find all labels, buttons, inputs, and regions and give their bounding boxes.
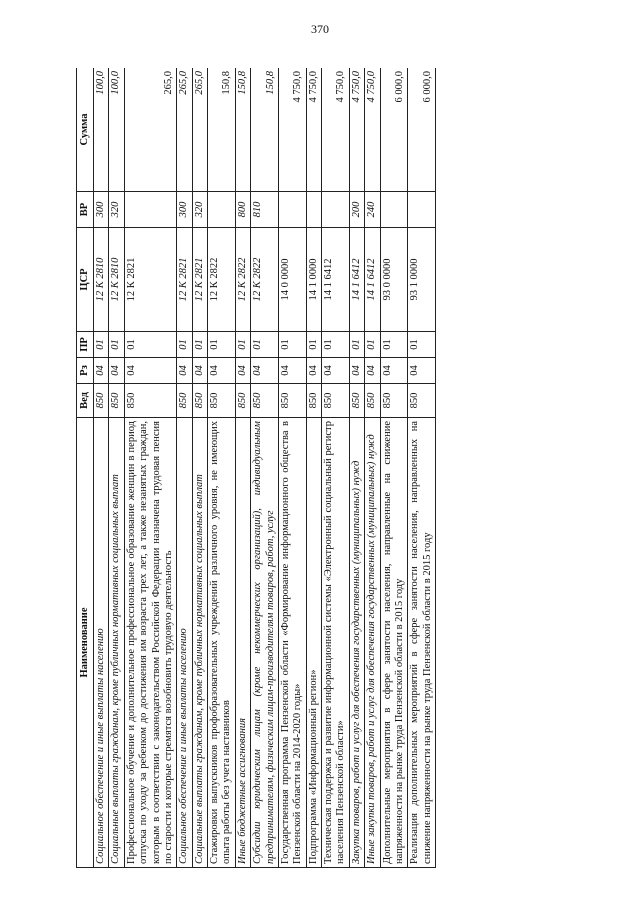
cell-pr: 01	[192, 332, 207, 358]
cell-csr: 12 К 2822	[251, 228, 279, 332]
table-row	[192, 68, 207, 868]
table-row	[251, 68, 279, 868]
cell-csr: 12 К 2822	[235, 228, 250, 332]
cell-vr: 800	[235, 192, 250, 228]
cell-sum: 265,0	[177, 68, 192, 192]
header-vr: ВР	[77, 192, 94, 228]
cell-csr: 12 К 2822	[208, 228, 236, 332]
cell-ved: 850	[306, 384, 321, 418]
table-row	[322, 68, 350, 868]
cell-sum: 4 750,0	[306, 68, 321, 192]
cell-pr: 01	[349, 332, 364, 358]
cell-vr: 320	[109, 192, 124, 228]
cell-rz: 04	[177, 358, 192, 384]
cell-vr: 320	[192, 192, 207, 228]
cell-vr: 240	[365, 192, 380, 228]
cell-sum: 150,8	[208, 68, 236, 192]
cell-vr	[322, 192, 350, 228]
cell-csr: 14 1 6412	[322, 228, 350, 332]
cell-csr: 14 1 6412	[349, 228, 364, 332]
cell-pr: 01	[322, 332, 350, 358]
table-row	[94, 68, 109, 868]
cell-vr: 810	[251, 192, 279, 228]
cell-vr: 300	[94, 192, 109, 228]
cell-rz: 04	[306, 358, 321, 384]
table-body	[94, 68, 436, 868]
cell-ved: 850	[278, 384, 306, 418]
cell-csr: 12 К 2821	[192, 228, 207, 332]
cell-csr: 12 К 2821	[177, 228, 192, 332]
cell-name: Техническая поддержка и развитие информационной системы «Электронный социальный регистр населения Пензенской области»	[322, 418, 350, 868]
cell-sum: 265,0	[192, 68, 207, 192]
cell-csr: 12 К 2821	[124, 228, 177, 332]
cell-rz: 04	[365, 358, 380, 384]
cell-pr: 01	[208, 332, 236, 358]
cell-ved: 850	[380, 384, 408, 418]
cell-csr: 14 1 0000	[306, 228, 321, 332]
cell-vr	[278, 192, 306, 228]
cell-sum: 100,0	[109, 68, 124, 192]
rotated-table-area	[76, 68, 566, 868]
cell-rz: 04	[235, 358, 250, 384]
cell-vr: 200	[349, 192, 364, 228]
cell-pr: 01	[124, 332, 177, 358]
cell-rz: 04	[192, 358, 207, 384]
cell-pr: 01	[365, 332, 380, 358]
table-row	[235, 68, 250, 868]
cell-ved: 850	[192, 384, 207, 418]
table-row	[177, 68, 192, 868]
table-row	[278, 68, 306, 868]
cell-name: Социальные выплаты гражданам, кроме публичных нормативных социальных выплат	[192, 418, 207, 868]
cell-sum: 150,8	[251, 68, 279, 192]
cell-pr: 01	[251, 332, 279, 358]
table-row	[109, 68, 124, 868]
header-csr: ЦСР	[77, 228, 94, 332]
cell-vr	[408, 192, 436, 228]
table-row	[124, 68, 177, 868]
table-row	[408, 68, 436, 868]
cell-csr: 14 1 6412	[365, 228, 380, 332]
header-name: Наименование	[77, 418, 94, 868]
cell-ved: 850	[365, 384, 380, 418]
cell-pr: 01	[177, 332, 192, 358]
cell-vr	[208, 192, 236, 228]
cell-pr: 01	[278, 332, 306, 358]
budget-table	[76, 68, 436, 868]
cell-name: Социальное обеспечение и иные выплаты населению	[94, 418, 109, 868]
rotated-content	[76, 68, 566, 868]
cell-csr: 93 0 0000	[380, 228, 408, 332]
cell-sum: 4 750,0	[349, 68, 364, 192]
cell-rz: 04	[208, 358, 236, 384]
table-row	[208, 68, 236, 868]
cell-name: Иные бюджетные ассигнования	[235, 418, 250, 868]
cell-sum: 100,0	[94, 68, 109, 192]
cell-sum: 4 750,0	[322, 68, 350, 192]
cell-sum: 6 000,0	[408, 68, 436, 192]
cell-ved: 850	[408, 384, 436, 418]
table-row	[306, 68, 321, 868]
cell-sum: 150,8	[235, 68, 250, 192]
cell-pr: 01	[235, 332, 250, 358]
cell-pr: 01	[109, 332, 124, 358]
cell-name: Иные закупки товаров, работ и услуг для обеспечения государственных (муниципальных) нужд	[365, 418, 380, 868]
table-row	[365, 68, 380, 868]
cell-rz: 04	[349, 358, 364, 384]
cell-ved: 850	[94, 384, 109, 418]
page-number: 370	[311, 22, 329, 36]
cell-vr: 300	[177, 192, 192, 228]
cell-rz: 04	[109, 358, 124, 384]
table-row	[380, 68, 408, 868]
cell-csr: 14 0 0000	[278, 228, 306, 332]
cell-ved: 850	[177, 384, 192, 418]
cell-rz: 04	[251, 358, 279, 384]
table-row	[349, 68, 364, 868]
cell-rz: 04	[380, 358, 408, 384]
cell-vr	[380, 192, 408, 228]
cell-ved: 850	[322, 384, 350, 418]
cell-name: Реализация дополнительных мероприятий в сфере занятости населения, направленных на снижение напряженности на рынке труда Пензенской области в 2015 году	[408, 418, 436, 868]
cell-pr: 01	[380, 332, 408, 358]
cell-name: Государственная программа Пензенской области «Формирование информационного общества в Пензенской области на 2014-2020 годы»	[278, 418, 306, 868]
cell-sum: 6 000,0	[380, 68, 408, 192]
cell-pr: 01	[306, 332, 321, 358]
header-ved: Вед	[77, 384, 94, 418]
header-rz: Рз	[77, 358, 94, 384]
cell-ved: 850	[208, 384, 236, 418]
cell-rz: 04	[322, 358, 350, 384]
cell-sum: 265,0	[124, 68, 177, 192]
header-pr: ПР	[77, 332, 94, 358]
cell-name: Социальные выплаты гражданам, кроме публичных нормативных социальных выплат	[109, 418, 124, 868]
header-sum: Сумма	[77, 68, 94, 192]
cell-ved: 850	[251, 384, 279, 418]
cell-name: Подпрограмма «Информационный регион»	[306, 418, 321, 868]
cell-vr	[306, 192, 321, 228]
cell-rz: 04	[408, 358, 436, 384]
cell-name: Социальное обеспечение и иные выплаты населению	[177, 418, 192, 868]
cell-ved: 850	[349, 384, 364, 418]
cell-csr: 93 1 0000	[408, 228, 436, 332]
cell-name: Стажировки выпускников профобразовательных учреждений различного уровня, не имеющих опыта работы без учета наставников	[208, 418, 236, 868]
cell-csr: 12 К 2810	[94, 228, 109, 332]
cell-name: Дополнительные мероприятия в сфере занятости населения, направленные на снижение напряженности на рынке труда Пензенской области в 2015 году	[380, 418, 408, 868]
cell-vr	[124, 192, 177, 228]
cell-pr: 01	[94, 332, 109, 358]
cell-name: Профессиональное обучение и дополнительное профессиональное образование женщин в период отпуска по уходу за ребенком до достижения им возраста трех лет, а также незанятых граждан, которым в соответствии с законодательством Российской Федерации назначена трудовая пенсия по старости и которые стремятся возобновить трудовую деятельность	[124, 418, 177, 868]
cell-rz: 04	[278, 358, 306, 384]
cell-ved: 850	[235, 384, 250, 418]
cell-rz: 04	[94, 358, 109, 384]
cell-ved: 850	[109, 384, 124, 418]
cell-name: Субсидии юридическим лицам (кроме некоммерческих организаций), индивидуальным предпринимателям, физическим лицам-производителям товаров, работ, услуг	[251, 418, 279, 868]
cell-pr: 01	[408, 332, 436, 358]
cell-rz: 04	[124, 358, 177, 384]
table-header-row	[77, 68, 94, 868]
cell-csr: 12 К 2810	[109, 228, 124, 332]
cell-name: Закупка товаров, работ и услуг для обеспечения государственных (муниципальных) нужд	[349, 418, 364, 868]
cell-sum: 4 750,0	[278, 68, 306, 192]
cell-ved: 850	[124, 384, 177, 418]
cell-sum: 4 750,0	[365, 68, 380, 192]
